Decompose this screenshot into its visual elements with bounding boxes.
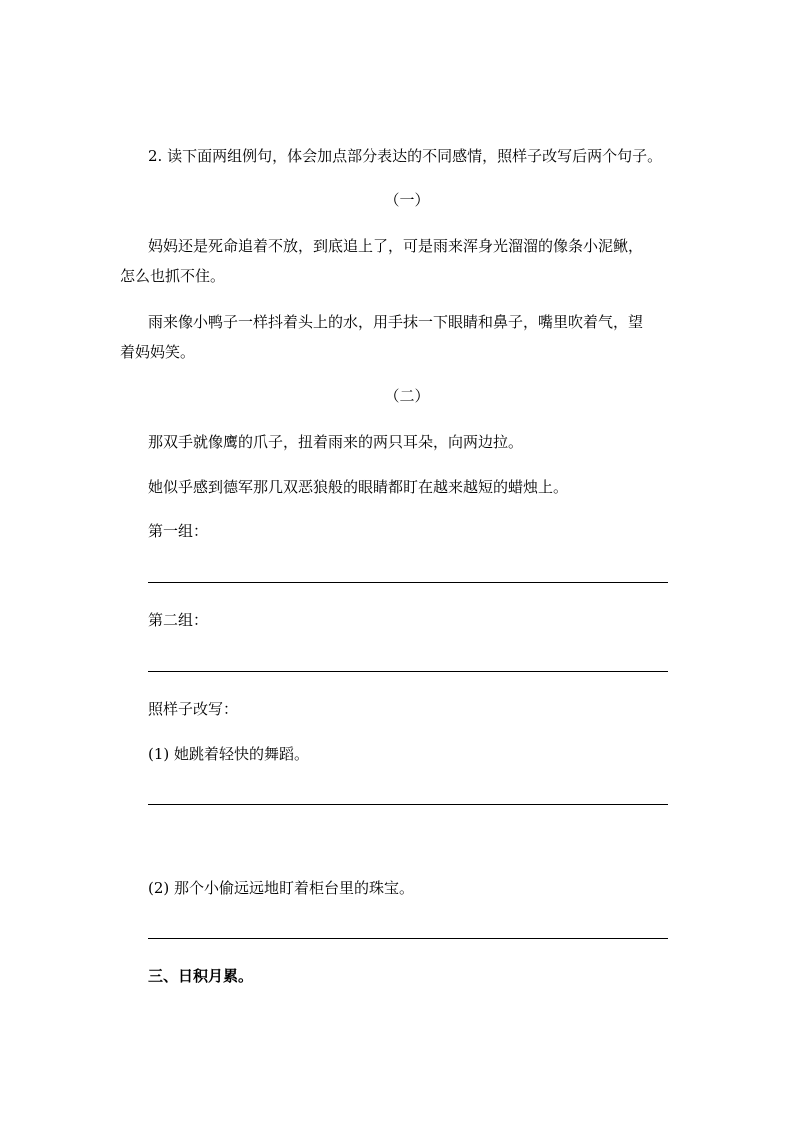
- answer-line-group2[interactable]: [148, 671, 668, 672]
- group1-sentence2-line1: 雨来像小鸭子一样抖着头上的水，用手抹一下眼睛和鼻子，嘴里吹着气，望: [148, 313, 644, 331]
- group1-heading: （一）: [384, 191, 430, 209]
- answer-line-rewrite1[interactable]: [148, 804, 668, 805]
- answer-group1-label: 第一组：: [148, 522, 209, 540]
- group2-sentence1: 那双手就像鹰的爪子，扭着雨来的两只耳朵，向两边拉。: [148, 433, 524, 451]
- rewrite-item1: (1) 她跳着轻快的舞蹈。: [148, 745, 310, 763]
- section3-title: 三、日积月累。: [148, 967, 254, 985]
- group1-sentence2-line2: 着妈妈笑。: [120, 343, 196, 361]
- group1-sentence1-line1: 妈妈还是死命追着不放，到底追上了，可是雨来浑身光溜溜的像条小泥鳅，: [148, 237, 644, 255]
- rewrite-label: 照样子改写：: [148, 700, 239, 718]
- rewrite-item2: (2) 那个小偷远远地盯着柜台里的珠宝。: [148, 879, 415, 897]
- answer-group2-label: 第二组：: [148, 611, 209, 629]
- question-title: 2. 读下面两组例句，体会加点部分表达的不同感情，照样子改写后两个句子。: [148, 147, 663, 165]
- answer-line-group1[interactable]: [148, 582, 668, 583]
- group2-heading: （二）: [384, 387, 430, 405]
- answer-line-rewrite2[interactable]: [148, 938, 668, 939]
- group2-sentence2: 她似乎感到德军那几双恶狼般的眼睛都盯在越来越短的蜡烛上。: [148, 478, 569, 496]
- group1-sentence1-line2: 怎么也抓不住。: [120, 267, 226, 285]
